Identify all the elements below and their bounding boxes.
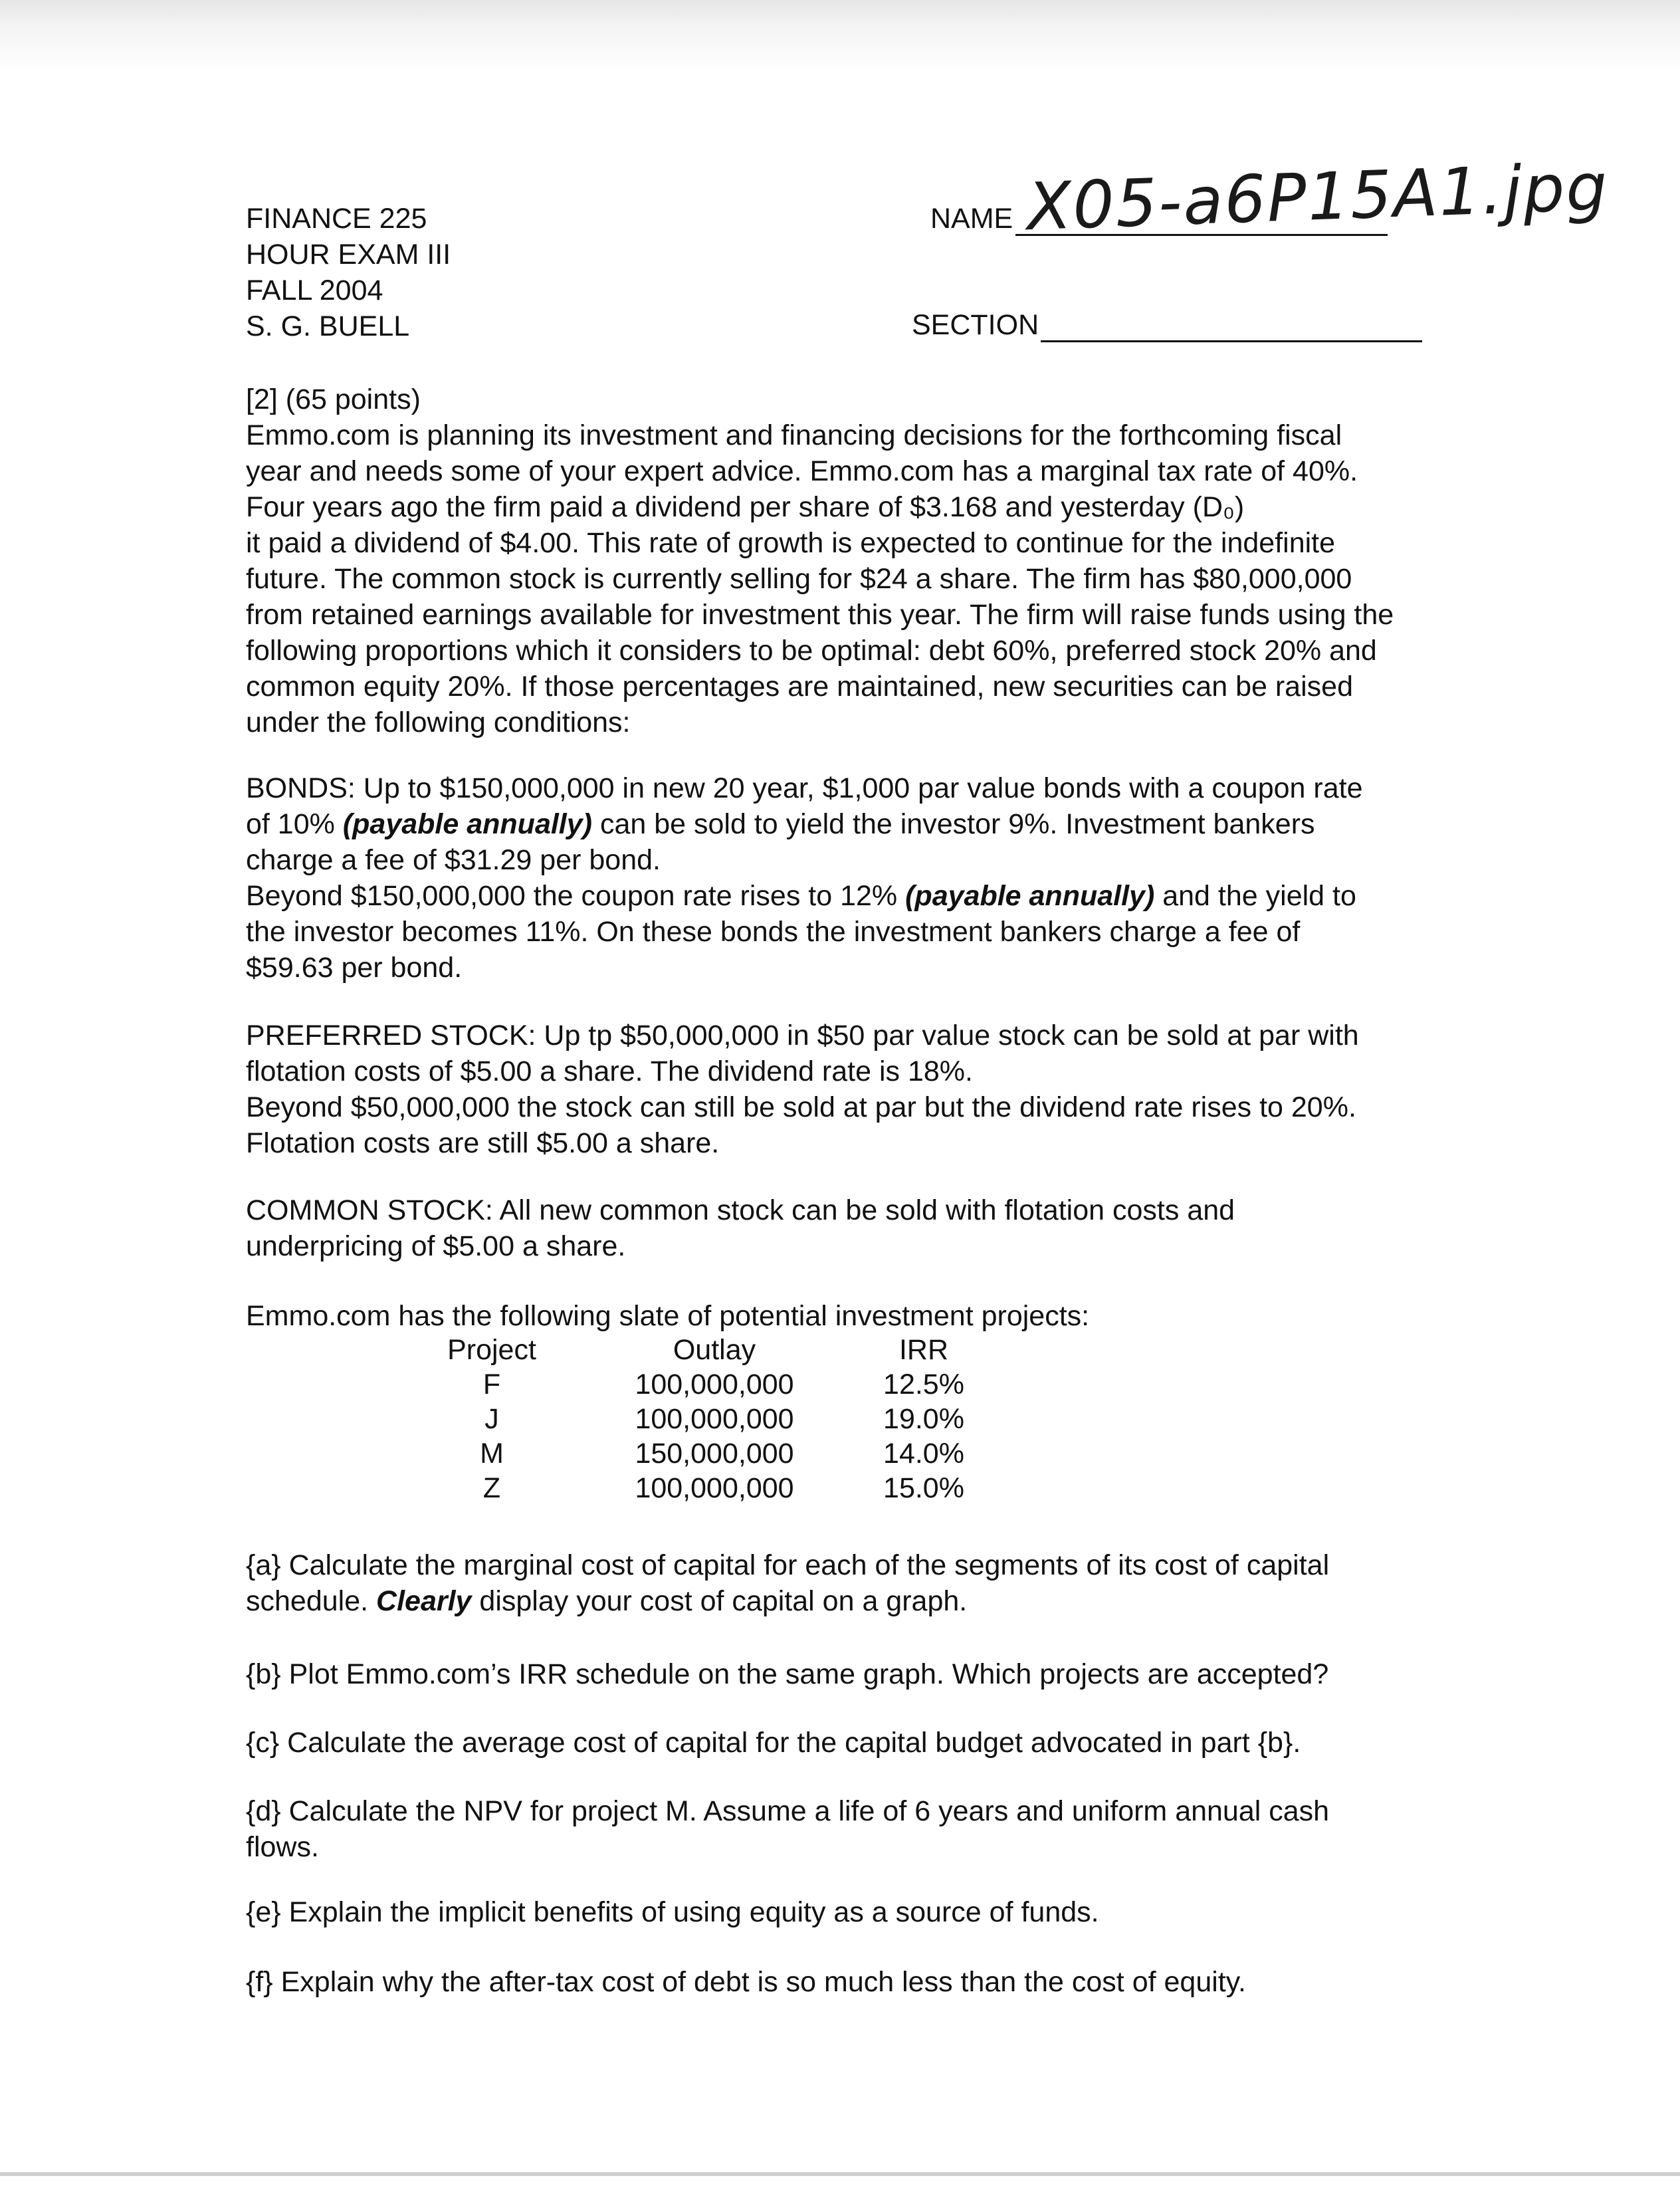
common-section	[246, 1192, 1235, 1264]
question-d	[246, 1793, 1329, 1865]
preferred-line: flotation costs of $5.00 a share. The dividend rate is 18%.	[246, 1055, 973, 1087]
question-text: {e} Explain the implicit benefits of using equity as a source of funds.	[246, 1896, 1099, 1928]
common-line: underpricing of $5.00 a share.	[246, 1230, 626, 1262]
intro-line: Emmo.com is planning its investment and financing decisions for the forthcoming fiscal	[246, 419, 1342, 451]
table-row: F 100,000,000 12.5%	[482, 1369, 964, 1400]
preferred-section	[246, 1018, 1359, 1161]
intro-line: following proportions which it considers to be optimal: debt 60%, preferred stock 20% and	[246, 635, 1377, 667]
question-b	[246, 1656, 1328, 1692]
bonds-line: BONDS: Up to $150,000,000 in new 20 year, $1,000 par value bonds with a coupon rate	[246, 772, 1363, 804]
table-row: J 100,000,000 19.0%	[484, 1403, 964, 1435]
column-header: IRR	[898, 1334, 949, 1366]
table-row: M 150,000,000 14.0%	[480, 1438, 964, 1470]
bonds-line: the investor becomes 11%. On these bonds the investment bankers charge a fee of	[246, 916, 1301, 948]
emphasis-text: (payable annually)	[342, 808, 592, 840]
preferred-line: PREFERRED STOCK: Up tp $50,000,000 in $50 par value stock can be sold at par with	[246, 1020, 1359, 1051]
handwritten-name: X05-a6P15A1.jpg	[1025, 149, 1610, 246]
intro-line: Four years ago the firm paid a dividend per share of $3.168 and yesterday (D₀)	[246, 491, 1245, 523]
section-field-line	[1041, 340, 1422, 342]
question-text: {c} Calculate the average cost of capital for the capital budget advocated in part {b}.	[246, 1727, 1301, 1759]
emphasis-text: Clearly	[376, 1585, 472, 1617]
instructor-name: S. G. BUELL	[246, 310, 410, 342]
intro-line: future. The common stock is currently selling for $24 a share. The firm has $80,000,000	[246, 563, 1352, 595]
table-header-row	[399, 1333, 1003, 1367]
question-f	[246, 1964, 1246, 2000]
course-title: FINANCE 225	[246, 203, 427, 235]
bonds-section	[246, 770, 1363, 986]
exam-header	[246, 201, 451, 344]
bonds-line: charge a fee of $31.29 per bond.	[246, 844, 661, 876]
bonds-line: $59.63 per bond.	[246, 952, 463, 984]
question-text: {d} Calculate the NPV for project M. Assume a life of 6 years and uniform annual cash	[246, 1795, 1330, 1827]
exam-term: FALL 2004	[246, 274, 383, 306]
question-e	[246, 1894, 1099, 1930]
preferred-line: Beyond $50,000,000 the stock can still be sold at par but the dividend rate rises to 20%.	[246, 1091, 1356, 1123]
common-line: COMMON STOCK: All new common stock can be sold with flotation costs and	[246, 1194, 1235, 1226]
section-label: SECTION	[912, 309, 1039, 341]
column-header: Project	[447, 1334, 536, 1366]
emphasis-text: (payable annually)	[905, 880, 1155, 912]
question-a	[246, 1547, 1329, 1619]
question-text: flows.	[246, 1831, 319, 1863]
intro-line: it paid a dividend of $4.00. This rate of growth is expected to continue for the indefinite	[246, 527, 1336, 559]
table-row: Z 100,000,000 15.0%	[482, 1472, 964, 1504]
question-text: {a} Calculate the marginal cost of capital for each of the segments of its cost of capital	[246, 1549, 1330, 1581]
question-text: {b} Plot Emmo.com’s IRR schedule on the same graph. Which projects are accepted?	[246, 1658, 1329, 1690]
preferred-line: Flotation costs are still $5.00 a share.	[246, 1127, 720, 1159]
column-header: Outlay	[673, 1334, 756, 1366]
scan-edge	[0, 2172, 1680, 2176]
projects-intro-text: Emmo.com has the following slate of potential investment projects:	[246, 1300, 1090, 1332]
projects-intro	[246, 1298, 1089, 1334]
intro-line: year and needs some of your expert advice. Emmo.com has a marginal tax rate of 40%.	[246, 455, 1358, 487]
question-text: schedule. Clearly display your cost of capital on a graph.	[246, 1585, 968, 1617]
problem-intro	[246, 382, 1394, 740]
name-label: NAME	[930, 203, 1013, 235]
exam-title: HOUR EXAM III	[246, 239, 451, 271]
question-c	[246, 1725, 1301, 1761]
intro-line: from retained earnings available for investment this year. The firm will raise funds using the	[246, 599, 1394, 631]
projects-table	[399, 1333, 1003, 1505]
bonds-line: of 10% (payable annually) can be sold to yield the investor 9%. Investment bankers	[246, 808, 1315, 840]
intro-line: common equity 20%. If those percentages are maintained, new securities can be raised	[246, 671, 1353, 703]
question-text: {f} Explain why the after-tax cost of debt is so much less than the cost of equity.	[246, 1966, 1246, 1998]
problem-heading: [2] (65 points)	[246, 384, 421, 415]
intro-line: under the following conditions:	[246, 707, 631, 738]
bonds-line: Beyond $150,000,000 the coupon rate rises to 12% (payable annually) and the yield to	[246, 880, 1356, 912]
